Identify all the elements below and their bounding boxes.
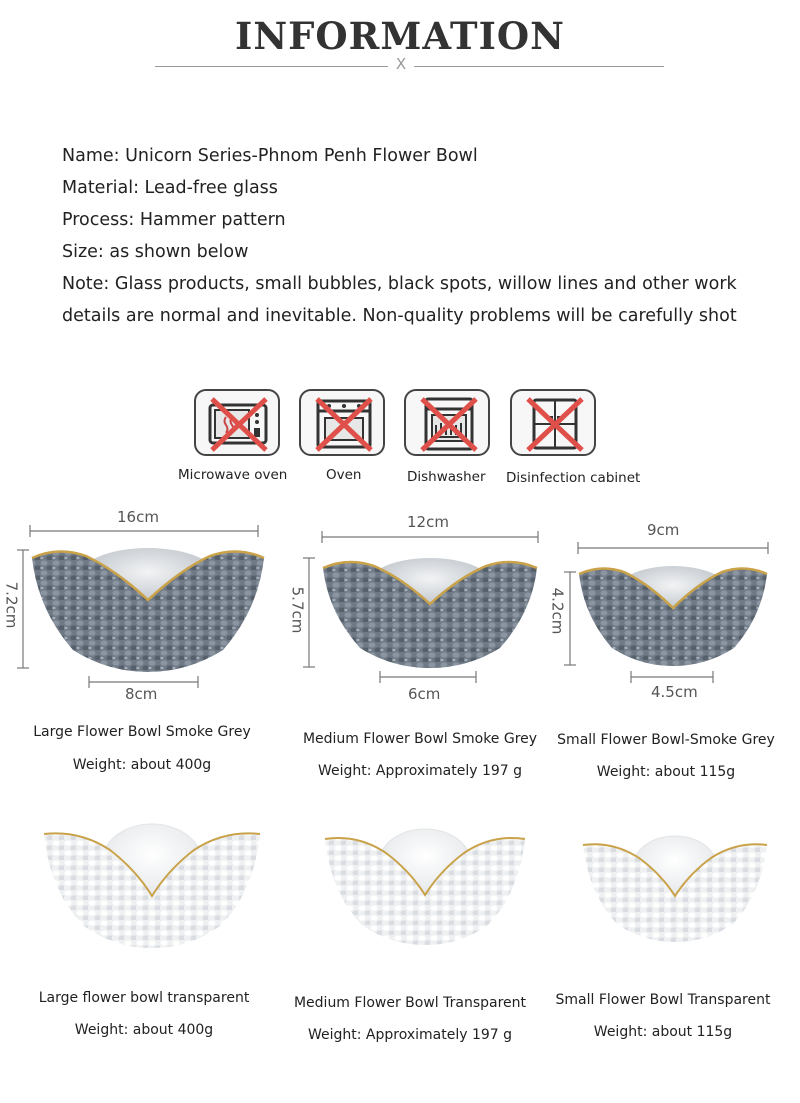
info-note-line-2: details are normal and inevitable. Non-quality problems will be carefully shot: [62, 306, 737, 326]
medium-grey-base: 6cm: [408, 685, 441, 703]
title-rule-left: [155, 66, 388, 67]
large-clear-weight: Weight: about 400g: [74, 1022, 214, 1038]
product-info: [62, 140, 782, 332]
medium-clear-name: Medium Flower Bowl Transparent: [293, 995, 527, 1011]
large-grey-bowl-image: [28, 540, 268, 675]
oven-icon: [299, 389, 385, 456]
medium-grey-width: 12cm: [407, 513, 449, 531]
small-grey-height: 4.2cm: [548, 587, 567, 635]
dishwasher-icon: [404, 389, 490, 456]
medium-grey-weight: Weight: Approximately 197 g: [317, 763, 523, 779]
large-grey-height: 7.2cm: [2, 581, 21, 629]
label-oven: Oven: [326, 467, 362, 483]
disinfection-cabinet-icon: [510, 389, 596, 456]
label-dishwasher: Dishwasher: [407, 469, 486, 485]
large-clear-bowl-image: [40, 820, 264, 950]
large-grey-name: Large Flower Bowl Smoke Grey: [33, 724, 251, 740]
info-size: Size: as shown below: [62, 242, 249, 262]
medium-grey-name: Medium Flower Bowl Smoke Grey: [302, 731, 538, 747]
title-separator: X: [395, 55, 407, 73]
large-grey-width: 16cm: [117, 508, 159, 526]
small-clear-name: Small Flower Bowl Transparent: [555, 992, 771, 1008]
small-clear-weight: Weight: about 115g: [593, 1024, 733, 1040]
medium-clear-weight: Weight: Approximately 197 g: [307, 1027, 513, 1043]
large-clear-name: Large flower bowl transparent: [38, 990, 250, 1006]
small-grey-width: 9cm: [647, 521, 680, 539]
large-grey-weight: Weight: about 400g: [72, 757, 212, 773]
label-microwave-oven: Microwave oven: [178, 467, 288, 483]
small-grey-weight: Weight: about 115g: [596, 764, 736, 780]
info-process: Process: Hammer pattern: [62, 210, 286, 230]
title-rule-right: [414, 66, 664, 67]
label-disinfection-cabinet: Disinfection cabinet: [506, 470, 641, 486]
medium-grey-height: 5.7cm: [288, 586, 307, 634]
info-name: Name: Unicorn Series-Phnom Penh Flower Bowl: [62, 146, 478, 166]
large-grey-base: 8cm: [125, 685, 158, 703]
small-grey-name: Small Flower Bowl-Smoke Grey: [557, 732, 775, 748]
info-note-line-1: Note: Glass products, small bubbles, black spots, willow lines and other work: [62, 274, 737, 294]
page-title: INFORMATION: [235, 14, 565, 58]
small-grey-base: 4.5cm: [651, 683, 698, 701]
info-material: Material: Lead-free glass: [62, 178, 278, 198]
microwave-oven-icon: [194, 389, 280, 456]
